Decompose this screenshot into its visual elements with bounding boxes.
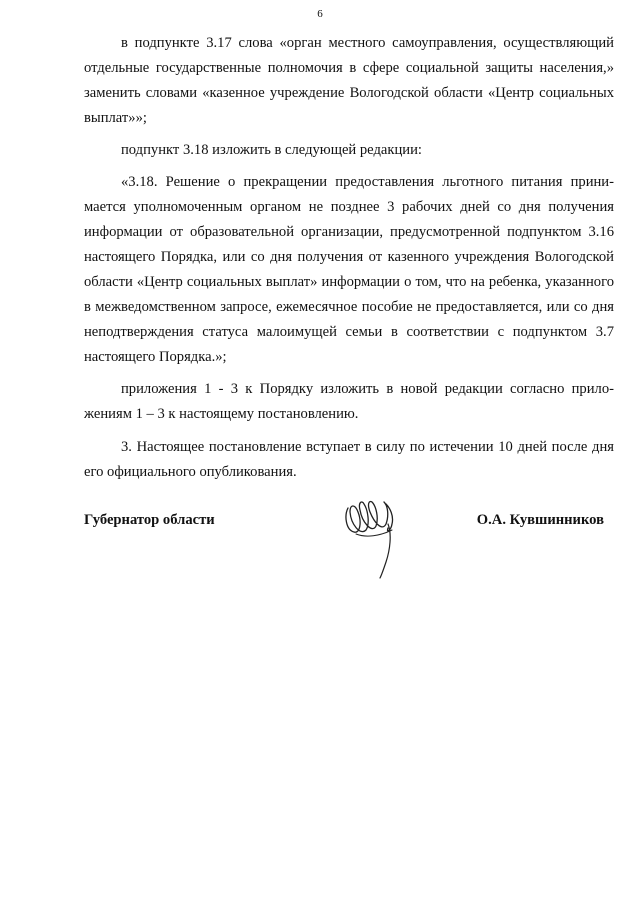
document-body <box>84 31 614 485</box>
signatory-name: О.А. Кувшинников <box>476 512 604 528</box>
handwritten-signature-icon <box>342 494 404 580</box>
paragraph-subpoint-3-18-text: «3.18. Решение о прекращении предоставления льготного питания принимается уполномоченным органом не позднее 3 рабочих дней со дня получения информации от образовательной организации, предусмотренной подпунктом 3.16 настоящего Порядка, или со дня получения от казенного учреждения Вологодской области «Центр социальных выплат» информации о том, что на ребенка, указанного в межведомственном запросе, ежемесячное пособие не предоставляется, или со дня неподтверждения статуса малоимущей семьи в соответствии с подпунктом 3.7 настоящего Порядка.»; <box>84 174 614 365</box>
paragraph-entry-into-force: 3. Настоящее постановление вступает в силу по истечении 10 дней после дня его официального опубликования. <box>84 439 614 480</box>
paragraph-subpoint-3-18-intro: подпункт 3.18 изложить в следующей редакции: <box>121 142 422 158</box>
paragraph-subpoint-3-17: в подпункте 3.17 слова «орган местного самоуправления, осуществляющий отдельные государственные полномочия в сфере социальной защиты населения,» заменить словами «казенное учреждение Вологодской области «Центр социальных выплат»»; <box>84 35 614 126</box>
signatory-position: Губернатор области <box>84 512 215 528</box>
paragraph-appendices: приложения 1 - 3 к Порядку изложить в новой редакции согласно приложениям 1 – 3 к настоящему постановлению. <box>84 381 614 422</box>
page-number: 6 <box>317 8 323 20</box>
